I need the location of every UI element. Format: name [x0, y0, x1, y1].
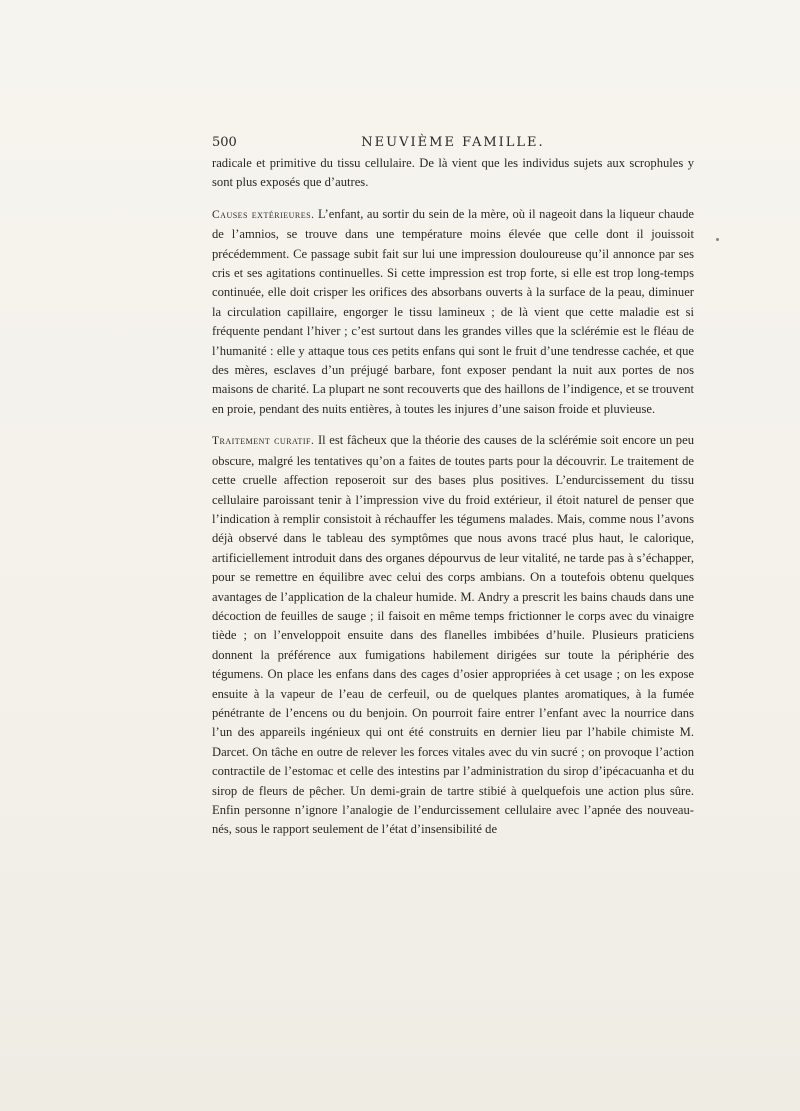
paragraph-continuation: [212, 154, 694, 193]
paper-speck: [716, 238, 719, 241]
paragraph-external-causes: [212, 205, 694, 419]
page-header: [212, 132, 694, 154]
section-heading: Traitement curatif.: [212, 435, 315, 448]
page-number: 500: [212, 135, 237, 150]
paragraph-treatment: [212, 431, 694, 840]
paragraph-text: Il est fâcheux que la théorie des causes de la sclérémie soit encore un peu obscure, malgré les tentatives qu’on a faites de toutes parts pour la découvrir. Le traitement de cette cruelle affection reposeroit sur des bases plus positives. L’endurcissement du tissu cellulaire paroissant tenir à l’impression vive du froid extérieur, il étoit naturel de penser que l’indication à remplir consistoit à réchauffer les tégumens malades. Mais, comme nous l’avons déjà observé dans le tableau des symptômes que nous avons tracé plus haut, le calorique, artificiellement introduit dans des organes dépourvus de leur vitalité, ne tarde pas à s’échapper, pour se remettre en équilibre avec celui des corps ambians. On a toutefois obtenu quelques avantages de l’application de la chaleur humide. M. Andry a prescrit les bains chauds dans une décoction de feuilles de sauge ; il faisoit en même temps frictionner le corps avec du vinaigre tiède ; on l’enveloppoit ensuite dans des flanelles imbibées d’huile. Plusieurs praticiens donnent la préférence aux fumigations habilement dirigées sur toute la périphérie des tégumens. On place les enfans dans des cages d’osier appropriées à cet usage ; on les expose ensuite à la vapeur de l’eau de cerfeuil, ou de quelques plantes aromatiques, à la fumée pénétrante de l’encens ou du benjoin. On pourroit faire entrer l’enfant avec la nourrice dans l’un des appareils ingénieux qui ont été construits en dernier lieu par l’habile chimiste M. Darcet. On tâche en outre de relever les forces vitales avec du vin sucré ; on provoque l’action contractile de l’estomac et celle des intestins par l’administration du sirop d’ipécacuanha et du sirop de fleurs de pêcher. Un demi-grain de tartre stibié à quelquefois une action plus sûre. Enfin personne n’ignore l’analogie de l’endurcissement cellulaire avec l’apnée des nouveau-nés, sous le rapport seulement de l’état d’insensibilité de: [212, 433, 694, 837]
paragraph-text: radicale et primitive du tissu cellulaire. De là vient que les individus sujets aux scrophules y sont plus exposés que d’autres.: [212, 156, 694, 190]
paragraph-text: L’enfant, au sortir du sein de la mère, où il nageoit dans la liqueur chaude de l’amnios, se trouve dans une température moins élevée que celle dont il jouissoit précédemment. Ce passage subit fait sur lui une impression douloureuse qu’il annonce par ses cris et ses agitations continuelles. Si cette impression est trop forte, si elle est trop long-temps continuée, elle doit crisper les orifices des absorbans ouverts à la surface de la peau, diminuer la circulation capillaire, engorger le tissu lamineux ; de là vient que cette maladie est si fréquente pendant l’hiver ; c’est surtout dans les grandes villes que la sclérémie est le fléau de l’humanité : elle y attaque tous ces petits enfans qui sont le fruit d’une tendresse cachée, et que des mères, esclaves d’un préjugé barbare, font exposer pendant la nuit aux portes de nos maisons de charité. La plupart ne sont recouverts que des haillons de l’indigence, et se trouvent en proie, pendant des nuits entières, à toutes les injures d’une saison froide et pluvieuse.: [212, 206, 694, 416]
section-heading: Causes extérieures.: [212, 208, 315, 221]
running-head: NEUVIÈME FAMILLE.: [361, 135, 545, 150]
body-text: [212, 154, 694, 840]
text-block: [212, 132, 694, 840]
